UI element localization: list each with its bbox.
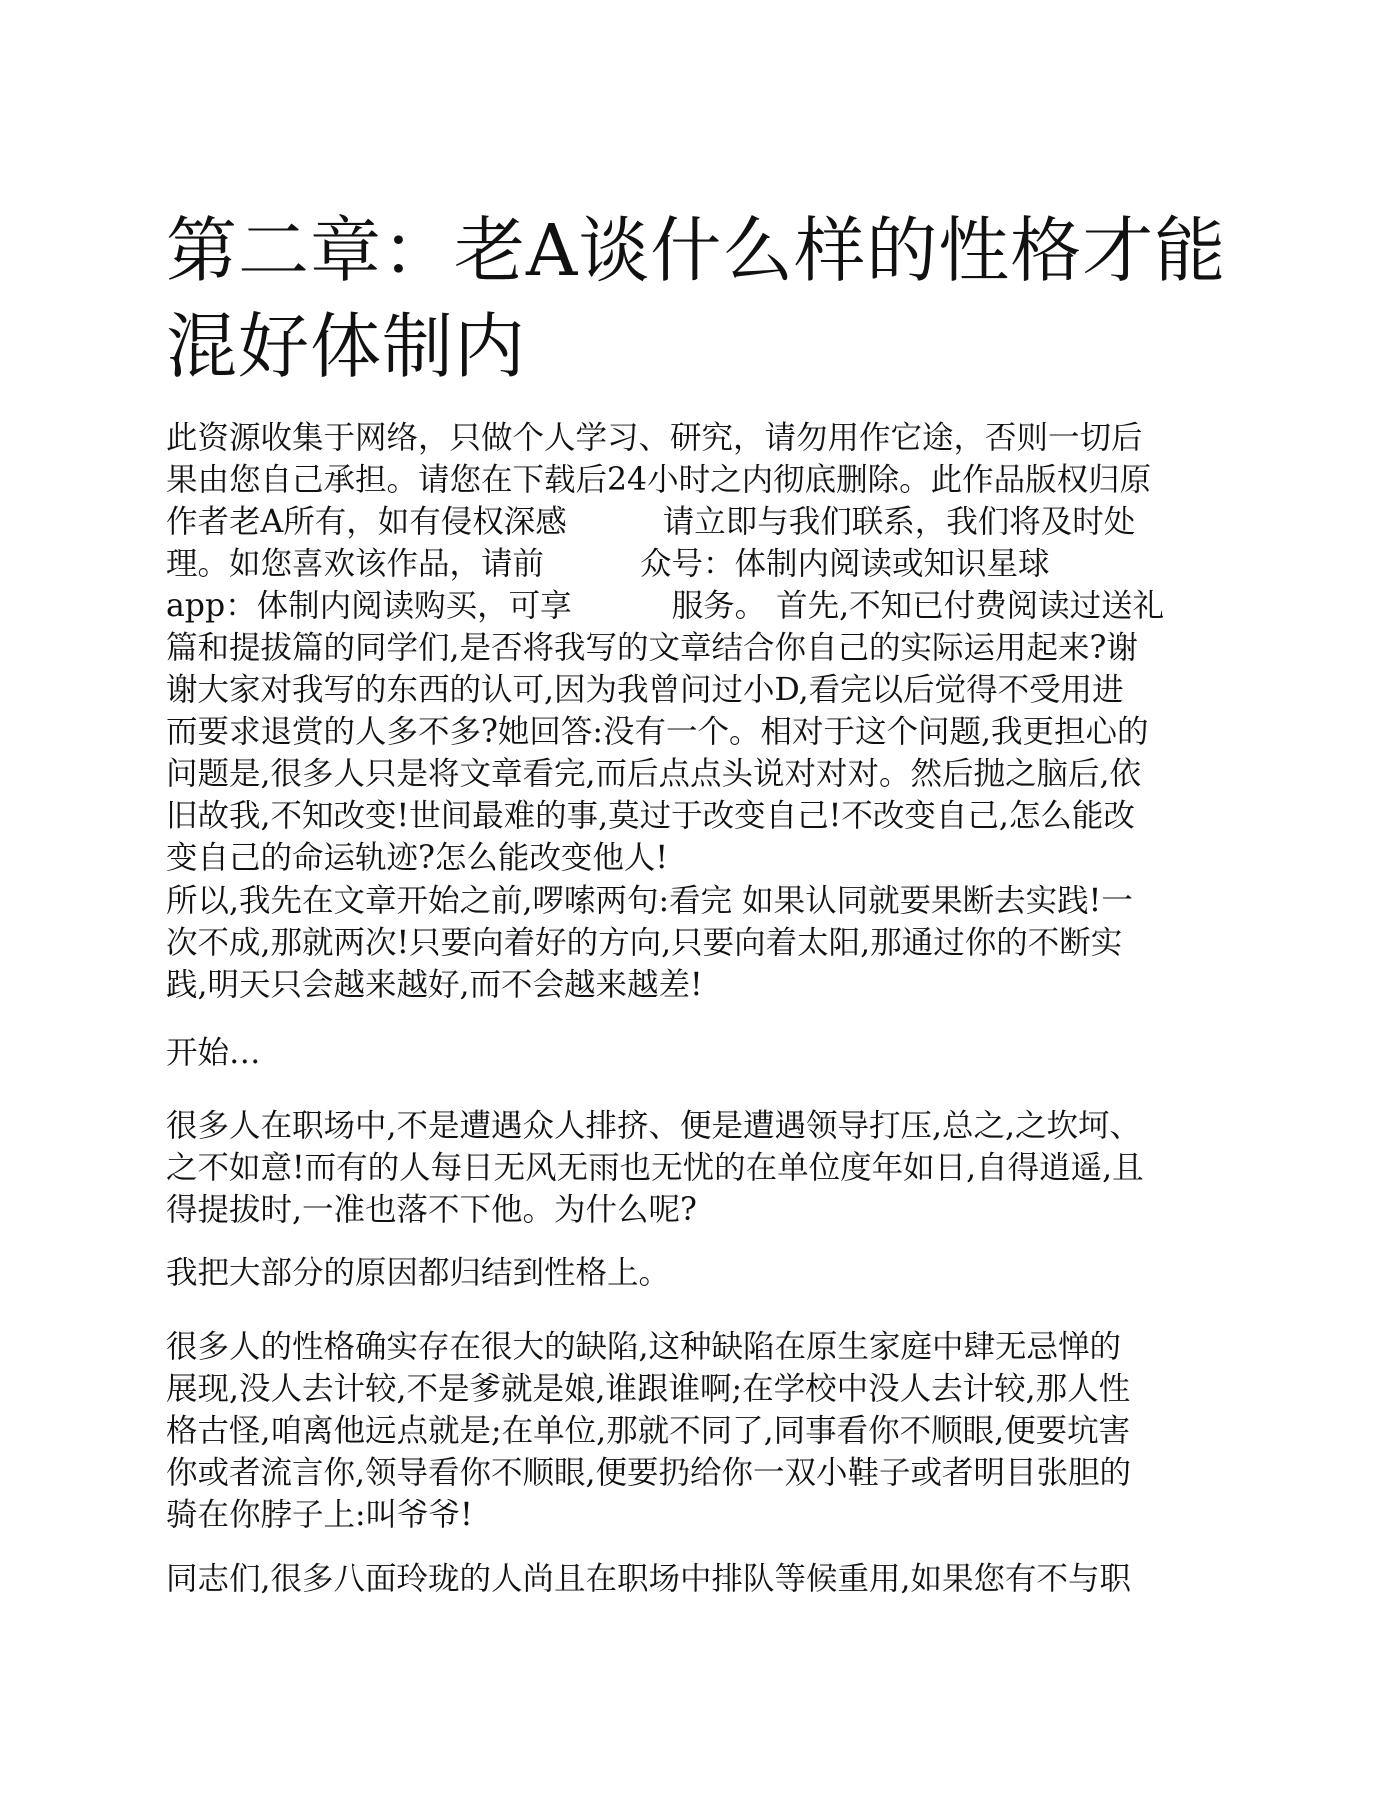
text-line [166,501,1226,543]
paragraph-cause [166,1252,1226,1294]
document-page [166,0,1226,1800]
chapter-title-line: 第二章：老A谈什么样的性格才能 [166,209,1227,292]
text-line: 展现,没人去计较,不是爹就是娘,谁跟谁啊;在学校中没人去计较,那人性 [166,1371,1131,1407]
text-line: 我把大部分的原因都归结到性格上。 [166,1255,671,1291]
text-line: 次不成,那就两次!只要向着好的方向,只要向着太阳,那通过你的不断实 [166,925,1123,961]
text-segment: 请立即与我们联系，我们将及时处 [662,504,1136,540]
chapter-title [166,203,1226,395]
text-line [166,585,1226,627]
text-line: 同志们,很多八面玲珑的人尚且在职场中排队等候重用,如果您有不与职 [166,1561,1132,1597]
paragraph-comrades [166,1558,1226,1600]
text-line: 问题是,很多人只是将文章看完,而后点点头说对对对。然后抛之脑后,依 [166,756,1142,792]
text-line: 之不如意!而有的人每日无风无雨也无忧的在单位度年如日,自得逍遥,且 [166,1150,1144,1186]
text-line: 旧故我,不知改变!世间最难的事,莫过于改变自己!不改变自己,怎么能改 [166,798,1135,834]
text-segment: 服务。 首先,不知已付费阅读过送礼 [671,588,1165,624]
text-line: 果由您自己承担。请您在下载后24小时之内彻底删除。此作品版权归原 [166,462,1152,498]
text-segment: 理。如您喜欢该作品，请前 [166,546,545,582]
text-line: 很多人在职场中,不是遭遇众人排挤、便是遭遇领导打压,总之,之坎坷、 [166,1108,1142,1144]
text-line: 变自己的命运轨迹?怎么能改变他人! [166,840,669,876]
text-line: 所以,我先在文章开始之前,啰嗦两句:看完 如果认同就要果断去实践!一 [166,883,1133,919]
paragraph-workplace [166,1105,1226,1231]
text-line: 而要求退赏的人多不多?她回答:没有一个。相对于这个问题,我更担心的 [166,714,1149,750]
text-line: 得提拔时,一准也落不下他。为什么呢? [166,1192,697,1228]
text-line [166,543,1226,585]
paragraph-personality-flaws [166,1326,1226,1536]
text-line: 谢大家对我写的东西的认可,因为我曾问过小D,看完以后觉得不受用进 [166,672,1124,708]
text-line: 你或者流言你,领导看你不顺眼,便要扔给你一双小鞋子或者明目张胆的 [166,1455,1132,1491]
chapter-title-line: 混好体制内 [166,305,527,388]
text-line: 践,明天只会越来越好,而不会越来越差! [166,967,703,1003]
text-line: 此资源收集于网络，只做个人学习、研究，请勿用作它途，否则一切后 [166,420,1143,456]
text-line: 格古怪,咱离他远点就是;在单位,那就不同了,同事看你不顺眼,便要坑害 [166,1413,1131,1449]
text-line: 篇和提拔篇的同学们,是否将我写的文章结合你自己的实际运用起来?谢 [166,630,1138,666]
text-line: 骑在你脖子上:叫爷爷! [166,1497,473,1533]
text-segment: app：体制内阅读购买，可享 [166,588,572,624]
text-line: 开始… [166,1035,261,1071]
paragraph-start [166,1032,1226,1074]
text-segment: 众号：体制内阅读或知识星球 [640,546,1050,582]
text-line: 很多人的性格确实存在很大的缺陷,这种缺陷在原生家庭中肆无忌惮的 [166,1329,1122,1365]
paragraph-disclaimer-intro [166,417,1226,879]
text-segment: 作者老A所有，如有侵权深感 [166,504,567,540]
paragraph-preface [166,880,1226,1006]
